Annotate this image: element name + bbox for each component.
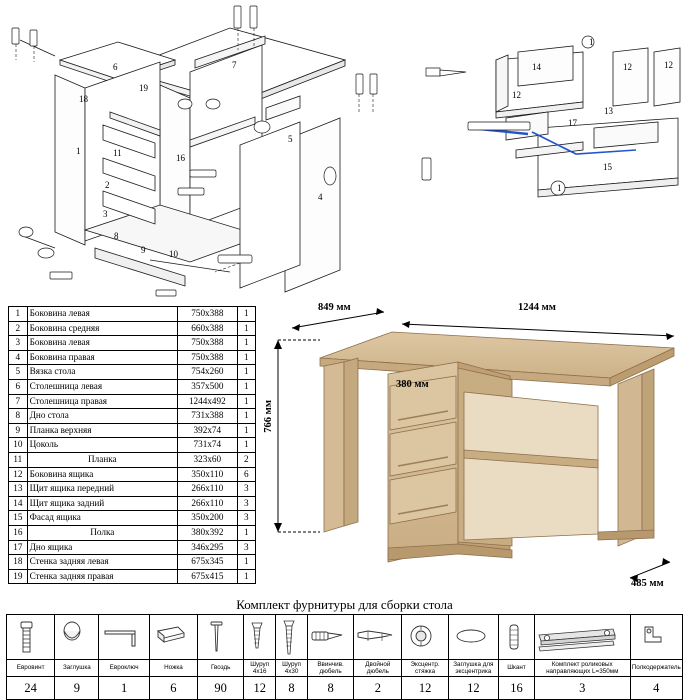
part-no: 10 <box>9 438 28 453</box>
part-dim: 731x388 <box>178 409 238 424</box>
euroscrew-icon <box>7 615 55 660</box>
callout-3: 3 <box>103 209 108 219</box>
svg-text:13: 13 <box>604 106 613 116</box>
kit-label: Ножка <box>149 660 197 677</box>
part-name: Цоколь <box>27 438 177 453</box>
part-no: 14 <box>9 496 28 511</box>
part-dim: 750x388 <box>178 350 238 365</box>
dimension-depth-inner: 380 мм <box>396 379 429 390</box>
callout-1: 1 <box>76 146 81 156</box>
part-name: Стенка задняя правая <box>27 569 177 584</box>
kit-count: 2 <box>354 677 402 700</box>
svg-text:12: 12 <box>512 90 521 100</box>
part-no: 8 <box>9 409 28 424</box>
table-row <box>9 365 256 380</box>
part-name: Дно стола <box>27 409 177 424</box>
part-name: Вязка стола <box>27 365 177 380</box>
part-dim: 350x200 <box>178 511 238 526</box>
part-name: Щит ящика передний <box>27 482 177 497</box>
table-row <box>9 394 256 409</box>
part-qty: 1 <box>237 307 255 322</box>
part-dim: 731x74 <box>178 438 238 453</box>
part-qty: 3 <box>237 511 255 526</box>
part-qty: 1 <box>237 423 255 438</box>
parts-table <box>8 306 256 584</box>
kit-count: 3 <box>534 677 630 700</box>
svg-text:1: 1 <box>589 37 594 47</box>
table-row <box>9 321 256 336</box>
screw-in-dowel-icon <box>307 615 353 660</box>
nail-icon <box>198 615 244 660</box>
part-dim: 266х110 <box>178 496 238 511</box>
part-name: Щит ящика задний <box>27 496 177 511</box>
callout-11: 11 <box>113 148 122 158</box>
screw-icon <box>276 615 308 660</box>
table-row <box>9 409 256 424</box>
part-qty: 1 <box>237 379 255 394</box>
dimension-width-left: 849 мм <box>318 302 351 313</box>
table-row <box>9 438 256 453</box>
part-qty: 1 <box>237 525 255 540</box>
part-qty: 1 <box>237 438 255 453</box>
exploded-cabinet-diagram <box>0 0 400 300</box>
kit-count: 12 <box>244 677 276 700</box>
cap-icon <box>55 615 99 660</box>
part-qty: 1 <box>237 569 255 584</box>
part-name: Боковина ящика <box>27 467 177 482</box>
part-name: Стенка задняя левая <box>27 555 177 570</box>
part-no: 9 <box>9 423 28 438</box>
svg-text:1: 1 <box>557 183 562 193</box>
kit-label: Шуруп 4x30 <box>276 660 308 677</box>
callout-4: 4 <box>318 192 323 202</box>
kit-count-row <box>7 677 683 700</box>
part-no: 6 <box>9 379 28 394</box>
part-qty: 1 <box>237 365 255 380</box>
part-dim: 1244x492 <box>178 394 238 409</box>
part-dim: 750x388 <box>178 307 238 322</box>
part-name: Боковина средняя <box>27 321 177 336</box>
table-row <box>9 511 256 526</box>
part-no: 4 <box>9 350 28 365</box>
part-no: 2 <box>9 321 28 336</box>
part-dim: 675x345 <box>178 555 238 570</box>
dimension-depth-base: 485 мм <box>631 578 664 589</box>
callout-19: 19 <box>139 83 148 93</box>
callout-8: 8 <box>114 231 119 241</box>
part-no: 15 <box>9 511 28 526</box>
part-qty: 6 <box>237 467 255 482</box>
table-row <box>9 496 256 511</box>
kit-title: Комплект фурнитуры для сборки стола <box>236 597 453 612</box>
part-qty: 2 <box>237 452 255 467</box>
leg-icon <box>149 615 197 660</box>
rail-icon <box>534 615 630 660</box>
kit-label: Ввинчив. дюбель <box>307 660 353 677</box>
kit-count: 9 <box>55 677 99 700</box>
part-name: Столешница левая <box>27 379 177 394</box>
part-qty: 1 <box>237 555 255 570</box>
kit-label: Гвоздь <box>198 660 244 677</box>
kit-label: Эксцентр. стяжка <box>402 660 448 677</box>
part-dim: 754x260 <box>178 365 238 380</box>
table-row <box>9 555 256 570</box>
svg-text:12: 12 <box>623 62 632 72</box>
rod-holder-icon <box>630 615 683 660</box>
callout-5: 5 <box>288 134 293 144</box>
callout-16: 16 <box>176 153 185 163</box>
kit-label: Евровинт <box>7 660 55 677</box>
callout-18: 18 <box>79 94 88 104</box>
part-no: 3 <box>9 336 28 351</box>
part-no: 16 <box>9 525 28 540</box>
part-no: 5 <box>9 365 28 380</box>
table-row <box>9 569 256 584</box>
part-no: 13 <box>9 482 28 497</box>
part-name: Боковина левая <box>27 307 177 322</box>
part-qty: 1 <box>237 336 255 351</box>
part-no: 18 <box>9 555 28 570</box>
part-dim: 346x295 <box>178 540 238 555</box>
svg-text:15: 15 <box>603 162 612 172</box>
table-row <box>9 540 256 555</box>
table-row <box>9 379 256 394</box>
dimension-width-total: 1244 мм <box>518 302 556 313</box>
callout-2: 2 <box>105 180 110 190</box>
eccentric-icon <box>402 615 448 660</box>
kit-count: 16 <box>499 677 535 700</box>
part-no: 12 <box>9 467 28 482</box>
part-name: Полка <box>27 525 177 540</box>
table-row <box>9 336 256 351</box>
part-qty: 1 <box>237 409 255 424</box>
table-row <box>9 423 256 438</box>
part-dim: 660x388 <box>178 321 238 336</box>
part-dim: 380x392 <box>178 525 238 540</box>
kit-count: 6 <box>149 677 197 700</box>
part-qty: 1 <box>237 394 255 409</box>
table-row <box>9 467 256 482</box>
kit-count: 12 <box>402 677 448 700</box>
dowel-icon <box>499 615 535 660</box>
part-dim: 675x415 <box>178 569 238 584</box>
exploded-drawer-diagram <box>408 30 689 210</box>
part-no: 17 <box>9 540 28 555</box>
kit-count: 12 <box>448 677 498 700</box>
part-qty: 1 <box>237 350 255 365</box>
part-no: 11 <box>9 452 28 467</box>
part-dim: 392x74 <box>178 423 238 438</box>
part-dim: 266х110 <box>178 482 238 497</box>
eurokey-icon <box>99 615 149 660</box>
parts-table-body <box>9 307 256 584</box>
part-dim: 357x500 <box>178 379 238 394</box>
double-dowel-icon <box>354 615 402 660</box>
part-name: Столешница правая <box>27 394 177 409</box>
part-dim: 350x110 <box>178 467 238 482</box>
kit-label: Шуруп 4x16 <box>244 660 276 677</box>
kit-label: Двойной дюбель <box>354 660 402 677</box>
part-qty: 1 <box>237 321 255 336</box>
part-dim: 750x388 <box>178 336 238 351</box>
kit-label: Евроключ <box>99 660 149 677</box>
kit-label-row <box>7 660 683 677</box>
part-name: Боковина правая <box>27 350 177 365</box>
svg-text:17: 17 <box>568 118 577 128</box>
callout-9: 9 <box>141 245 146 255</box>
part-no: 7 <box>9 394 28 409</box>
part-no: 1 <box>9 307 28 322</box>
svg-text:12: 12 <box>664 60 673 70</box>
part-qty: 3 <box>237 540 255 555</box>
kit-label: Полкодержатель <box>630 660 683 677</box>
part-qty: 3 <box>237 482 255 497</box>
kit-count: 90 <box>198 677 244 700</box>
table-row <box>9 307 256 322</box>
part-name: Фасад ящика <box>27 511 177 526</box>
callout-7: 7 <box>232 60 237 70</box>
table-row <box>9 482 256 497</box>
kit-count: 1 <box>99 677 149 700</box>
eccentric-cap-icon <box>448 615 498 660</box>
part-qty: 3 <box>237 496 255 511</box>
kit-count: 8 <box>307 677 353 700</box>
table-row <box>9 350 256 365</box>
dimension-height: 766 мм <box>263 400 274 433</box>
kit-label: Заглушка для эксцентрика <box>448 660 498 677</box>
part-name: Дно ящика <box>27 540 177 555</box>
callout-10: 10 <box>169 249 178 259</box>
desk-3d-render <box>262 300 689 590</box>
hardware-kit-table <box>6 614 683 700</box>
part-no: 19 <box>9 569 28 584</box>
kit-label: Комплект роликовых направляющих L=350мм <box>534 660 630 677</box>
kit-count: 24 <box>7 677 55 700</box>
kit-label: Заглушка <box>55 660 99 677</box>
part-dim: 323x60 <box>178 452 238 467</box>
kit-label: Шкант <box>499 660 535 677</box>
kit-count: 8 <box>276 677 308 700</box>
table-row <box>9 452 256 467</box>
kit-count: 4 <box>630 677 683 700</box>
screw-icon <box>244 615 276 660</box>
svg-text:14: 14 <box>532 62 541 72</box>
part-name: Планка верхняя <box>27 423 177 438</box>
kit-icon-row <box>7 615 683 660</box>
callout-6: 6 <box>113 62 118 72</box>
part-name: Боковина левая <box>27 336 177 351</box>
table-row <box>9 525 256 540</box>
part-name: Планка <box>27 452 177 467</box>
